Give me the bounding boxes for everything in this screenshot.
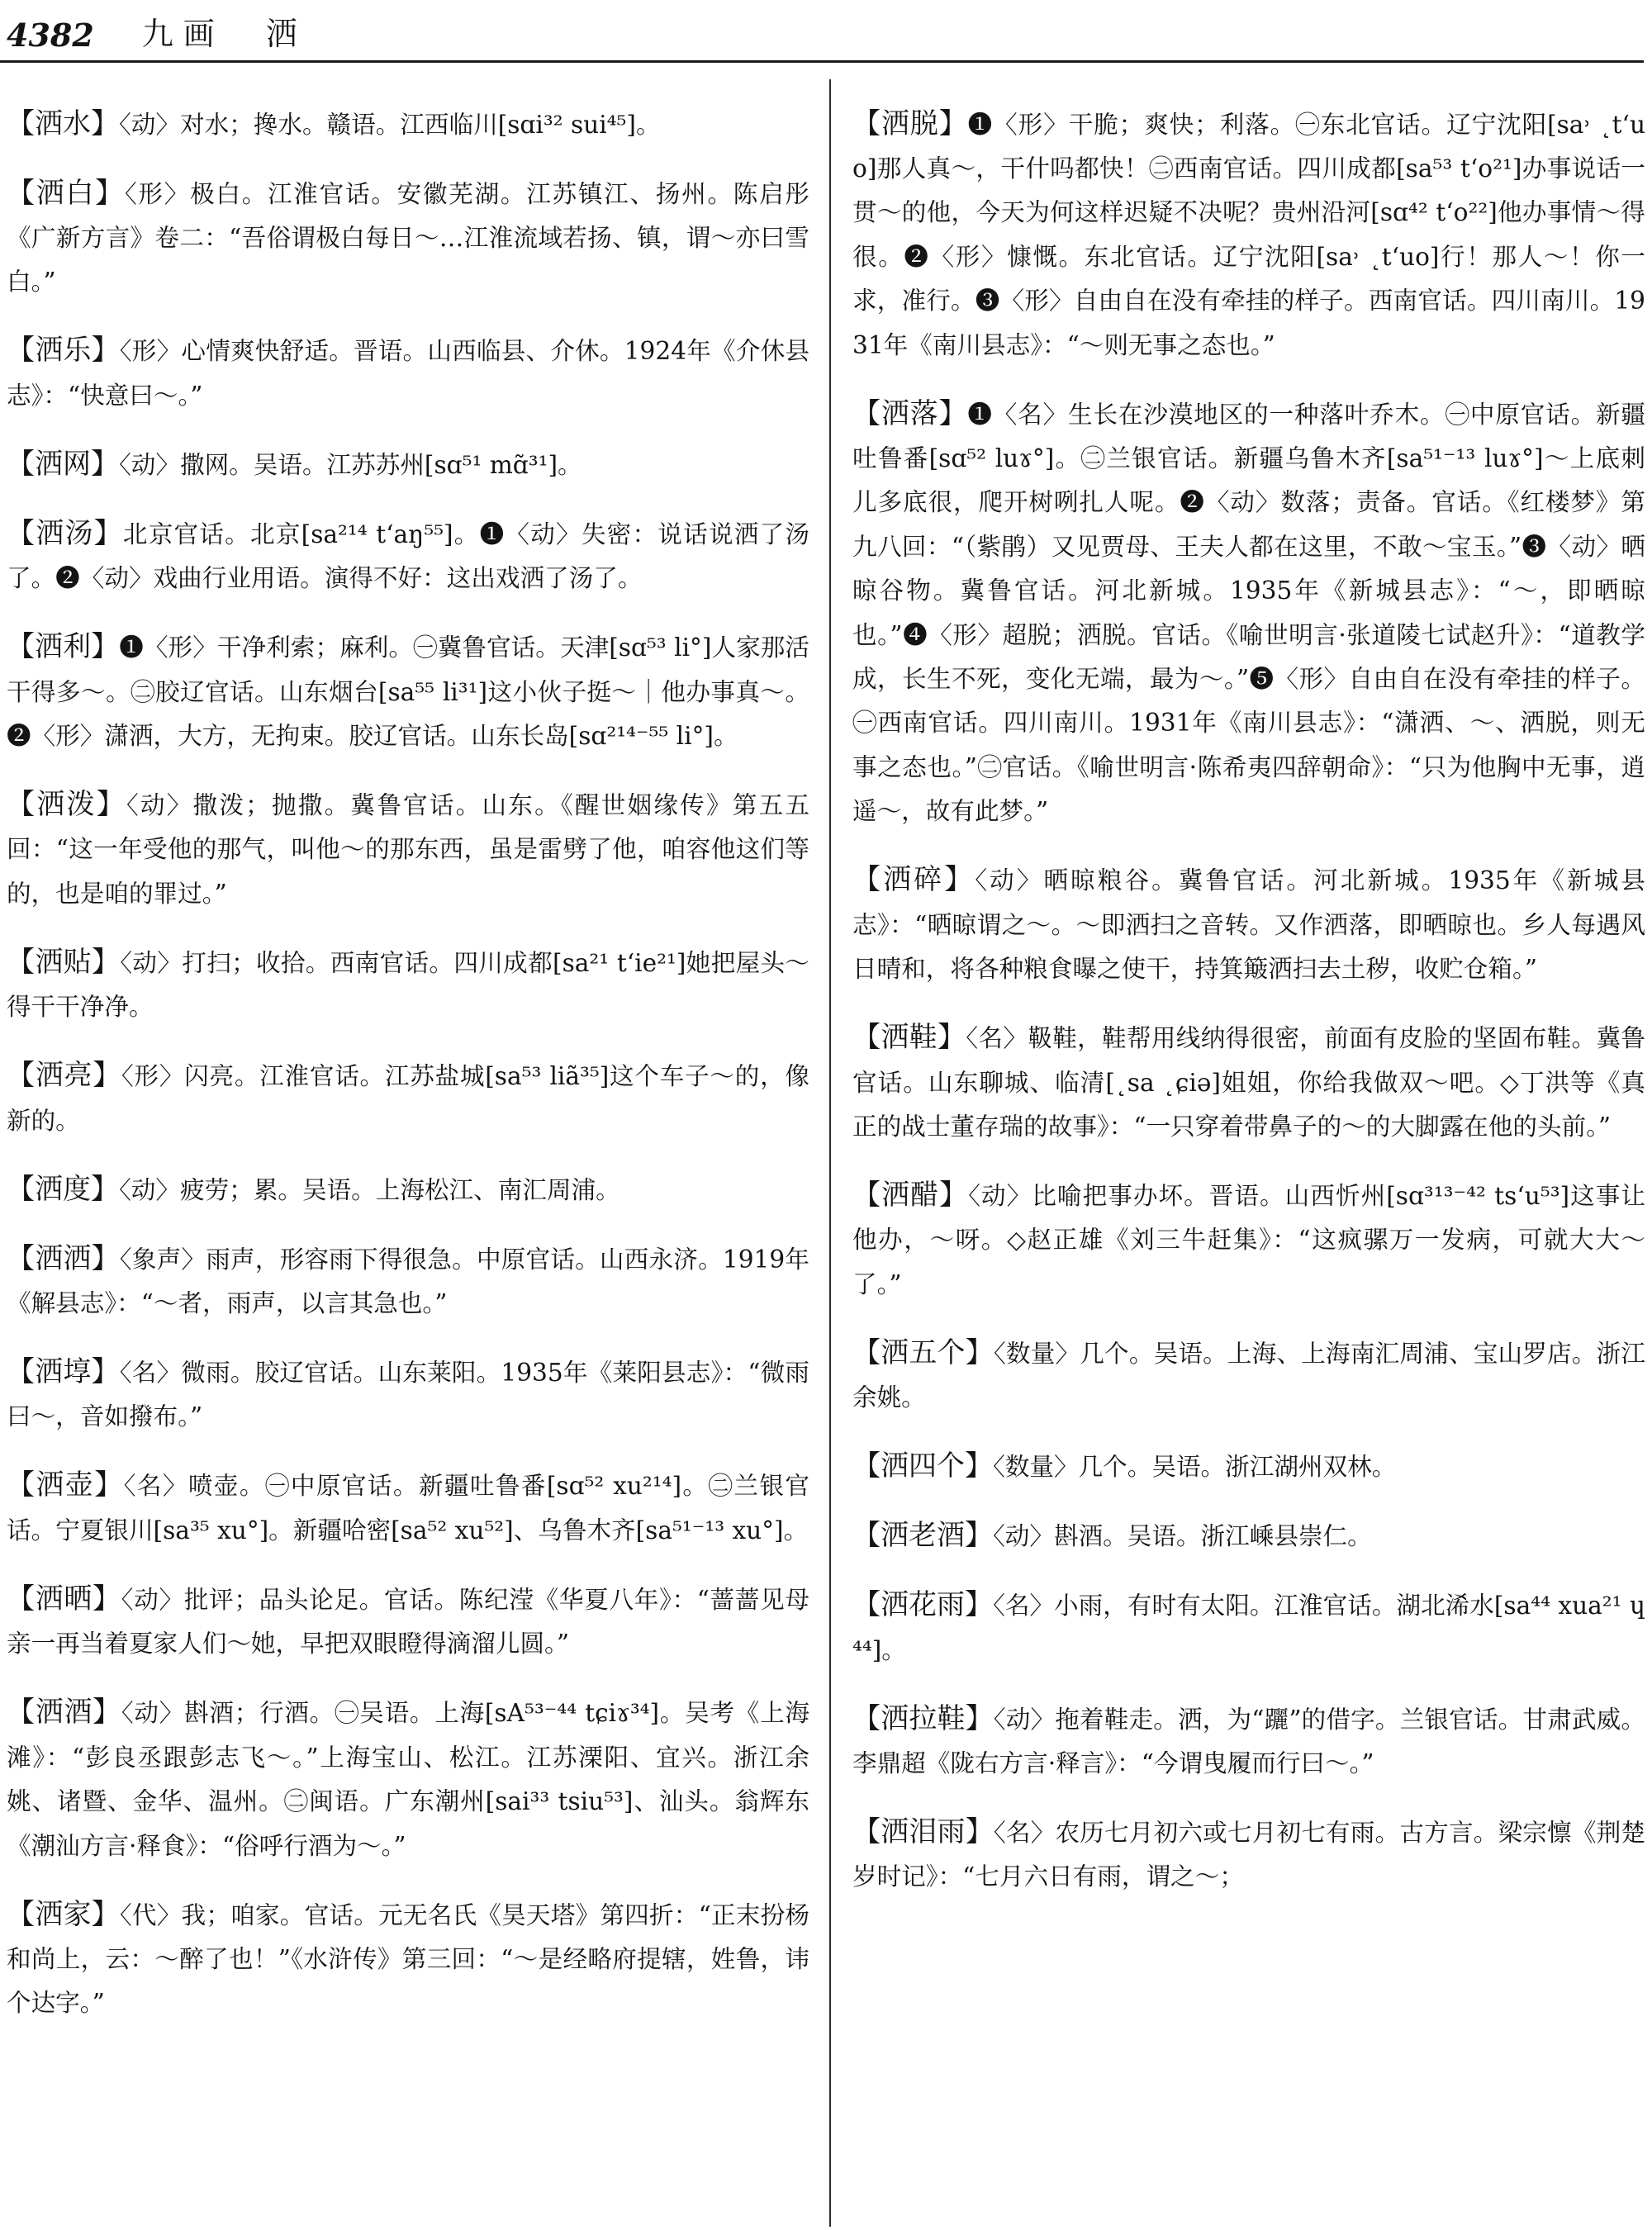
dictionary-entry — [7, 1054, 809, 1143]
dictionary-entry — [7, 1578, 809, 1667]
entry-definition: ❶〈形〉干净利索；麻利。㊀冀鲁官话。天津[sɑ⁵³ li°]人家那活干得多～。㊁胶辽官话。山东烟台[sa⁵⁵ li³¹]这小伙子挺～｜他办事真～。❷〈形〉潇洒，大方，无拘束。胶辽官话。山东长岛[sɑ²¹⁴⁻⁵⁵ li°]。 — [7, 633, 809, 751]
dictionary-entry — [852, 392, 1645, 834]
dictionary-entry — [7, 1168, 809, 1212]
dictionary-entry — [7, 1464, 809, 1553]
dictionary-entry — [852, 1174, 1645, 1307]
entry-headword: 【洒度】 — [7, 1172, 119, 1206]
column-divider — [829, 79, 831, 2227]
entry-headword: 【洒泪雨】 — [852, 1815, 994, 1848]
dictionary-entry — [7, 1691, 809, 1868]
entry-headword: 【洒贴】 — [7, 945, 121, 979]
dictionary-entry — [7, 172, 809, 305]
entry-definition: 〈动〉对水；搀水。赣语。江西临川[sɑi³² sui⁴⁵]。 — [119, 110, 661, 139]
dictionary-entry — [7, 102, 809, 147]
entry-headword: 【洒泼】 — [7, 788, 126, 822]
entry-headword: 【洒晒】 — [7, 1582, 121, 1616]
entry-headword: 【洒埻】 — [7, 1355, 120, 1389]
entry-definition: 〈名〉微雨。胶辽官话。山东莱阳。1935年《莱阳县志》：“微雨曰～，音如撥布。” — [7, 1359, 809, 1431]
entry-headword: 【洒四个】 — [852, 1450, 993, 1483]
entry-definition: 〈名〉小雨，有时有太阳。江淮官话。湖北浠水[sa⁴⁴ xua²¹ ɥ⁴⁴]。 — [852, 1592, 1645, 1664]
dictionary-entry — [852, 1697, 1645, 1786]
entry-headword: 【洒落】 — [852, 396, 968, 430]
entry-definition: 〈数量〉几个。吴语。浙江湖州双林。 — [993, 1453, 1397, 1482]
entry-headword: 【洒亮】 — [7, 1059, 121, 1093]
entry-definition: 〈数量〉几个。吴语。上海、上海南汇周浦、宝山罗店。浙江余姚。 — [852, 1339, 1645, 1412]
entry-definition: 〈形〉闪亮。江淮官话。江苏盐城[sa⁵³ liã³⁵]这个车子～的，像新的。 — [7, 1062, 809, 1135]
dictionary-entry — [7, 941, 809, 1030]
left-column — [7, 78, 809, 2225]
dictionary-entry — [852, 1583, 1645, 1672]
right-column — [852, 78, 1645, 2225]
entry-headword: 【洒拉鞋】 — [852, 1701, 994, 1735]
entry-definition: ❶〈名〉生长在沙漠地区的一种落叶乔木。㊀中原官话。新疆吐鲁番[sɑ⁵² luɤ°]。㊁兰银官话。新疆乌鲁木齐[sa⁵¹⁻¹³ luɤ°]～上底刺儿多底很，爬开树咧扎人呢。❷〈动〉数落；责备。官话。《红楼梦》第九八回：“（紫鹃）又见贾母、王夫人都在这里，不敢～宝玉。”❸〈动〉晒晾谷物。冀鲁官话。河北新城。1935年《新城县志》：“～，即晒晾也。”❹〈形〉超脱；洒脱。官话。《喻世明言·张道陵七试赵升》：“道教学成，长生不死，变化无端，最为～。”❺〈形〉自由自在没有牵挂的样子。㊀西南官话。四川南川。1931年《南川县志》：“潇洒、～、洒脱，则无事之态也。”㊁官话。《喻世明言·陈希夷四辞朝命》：“只为他胸中无事，逍遥～，故有此梦。” — [852, 400, 1645, 826]
entry-definition: 〈名〉喷壶。㊀中原官话。新疆吐鲁番[sɑ⁵² xu²¹⁴]。㊁兰银官话。宁夏银川[sa³⁵ xu°]。新疆哈密[sa⁵² xu⁵²]、乌鲁木齐[sa⁵¹⁻¹³ xu°]。 — [7, 1472, 809, 1544]
dictionary-entry — [852, 1016, 1645, 1149]
entry-definition: 〈代〉我；咱家。官话。元无名氏《昊天塔》第四折：“正末扮杨和尚上，云：～醉了也！”《水浒传》第三回：“～是经略府提辖，姓鲁，讳个达字。” — [7, 1900, 809, 2018]
dictionary-entry — [852, 1810, 1645, 1900]
entry-definition: ❶〈形〉干脆；爽快；利落。㊀东北官话。辽宁沈阳[sa˒ ˛t‘uo]那人真～，干什吗都快！㊁西南官话。四川成都[sa⁵³ t‘o²¹]办事说话一贯～的他，今天为何这样迟疑不决呢？贵州沿河[sɑ⁴² t‘o²²]他办事情～得很。❷〈形〉慷慨。东北官话。辽宁沈阳[sa˒ ˛t‘uo]行！那人～！你一求，准行。❸〈形〉自由自在没有牵挂的样子。西南官话。四川南川。1931年《南川县志》：“～则无事之态也。” — [852, 110, 1645, 359]
entry-definition: 〈动〉打扫；收拾。西南官话。四川成都[sa²¹ t‘ie²¹]她把屋头～得干干净净。 — [7, 948, 809, 1022]
dictionary-entry — [852, 1445, 1645, 1489]
entry-headword: 【洒碎】 — [852, 863, 976, 897]
running-head: 九画 洒 — [141, 16, 307, 52]
entry-headword: 【洒利】 — [7, 630, 120, 664]
entry-definition: 〈象声〉雨声，形容雨下得很急。中原官话。山西永济。1919年《解县志》：“～者，雨声，以言其急也。” — [7, 1245, 809, 1318]
page-header — [0, 12, 1644, 63]
entry-definition: 〈动〉撒泼；抛撒。冀鲁官话。山东。《醒世姻缘传》第五五回：“这一年受他的那气，叫他～的那东西，虽是雷劈了他，咱容他这们等的，也是咱的罪过。” — [7, 791, 809, 908]
entry-headword: 【洒洒】 — [7, 1241, 120, 1275]
entry-definition: 〈名〉农历七月初六或七月初七有雨。古方言。梁宗懔《荆楚岁时记》：“七月六日有雨，谓之～； — [852, 1818, 1645, 1891]
dictionary-entry — [7, 1893, 809, 2026]
entry-headword: 【洒醋】 — [852, 1178, 969, 1212]
dictionary-entry — [852, 1514, 1645, 1559]
entry-definition: 〈动〉斟酒；行酒。㊀吴语。上海[sA⁵³⁻⁴⁴ tɕiɤ³⁴]。吴考《上海滩》：“彭良丞跟彭志飞～。”上海宝山、松江。江苏溧阳、宜兴。浙江余姚、诸暨、金华、温州。㊁闽语。广东潮州[sai³³ tsiu⁵³]、汕头。翁辉东《潮汕方言·释食》：“俗呼行酒为～。” — [7, 1699, 809, 1860]
entry-headword: 【洒五个】 — [852, 1336, 994, 1369]
entry-headword: 【洒酒】 — [7, 1696, 121, 1729]
entry-definition: 〈动〉晒晾粮谷。冀鲁官话。河北新城。1935年《新城县志》：“晒晾谓之～。～即洒扫之音转。又作洒落，即晒晾也。乡人每遇风日晴和，将各种粮食曝之使干，持箕簸洒扫去土秽，收贮仓箱。” — [852, 866, 1645, 984]
entry-headword: 【洒汤】 — [7, 516, 123, 550]
entry-headword: 【洒水】 — [7, 107, 119, 140]
dictionary-entry — [852, 102, 1645, 368]
entry-headword: 【洒花雨】 — [852, 1588, 994, 1622]
entry-headword: 【洒乐】 — [7, 334, 120, 368]
dictionary-entry — [852, 858, 1645, 991]
entry-headword: 【洒老酒】 — [852, 1519, 993, 1553]
dictionary-entry — [7, 512, 809, 601]
entry-definition: 〈动〉撒网。吴语。江苏苏州[sɑ⁵¹ mɑ̃³¹]。 — [119, 450, 582, 479]
dictionary-entry — [7, 1350, 809, 1440]
dictionary-entry — [7, 625, 809, 758]
entry-definition: 〈动〉疲劳；累。吴语。上海松江、南汇周浦。 — [119, 1175, 620, 1204]
dictionary-entry — [7, 443, 809, 487]
entry-definition: 北京官话。北京[sa²¹⁴ t‘aŋ⁵⁵]。❶〈动〉失密：说话说洒了汤了。❷〈动〉戏曲行业用语。演得不好：这出戏洒了汤了。 — [7, 520, 809, 593]
entry-definition: 〈动〉斟酒。吴语。浙江嵊县崇仁。 — [993, 1522, 1372, 1551]
entry-definition: 〈形〉心情爽快舒适。晋语。山西临县、介休。1924年《介休县志》：“快意曰～。” — [7, 337, 809, 410]
entry-headword: 【洒鞋】 — [852, 1021, 966, 1055]
entry-headword: 【洒白】 — [7, 176, 125, 210]
entry-definition: 〈形〉极白。江淮官话。安徽芜湖。江苏镇江、扬州。陈启彤《广新方言》卷二：“吾俗谓极白每日～…江淮流域若扬、镇，谓～亦曰雪白。” — [7, 179, 809, 297]
entry-definition: 〈动〉批评；品头论足。官话。陈纪滢《华夏八年》：“蔷蔷见母亲一再当着夏家人们～她，早把双眼瞪得滴溜儿圆。” — [7, 1585, 809, 1658]
dictionary-entry — [7, 329, 809, 418]
entry-headword: 【洒网】 — [7, 447, 119, 481]
entry-definition: 〈名〉靸鞋，鞋帮用线纳得很密，前面有皮脸的坚固布鞋。冀鲁官话。山东聊城、临清[˛sa ˛ɕiə]姐姐，你给我做双～吧。◇丁洪等《真正的战士董存瑞的故事》：“一只穿着带鼻子的～的大脚露在他的头前。” — [852, 1024, 1645, 1141]
entry-definition: 〈动〉拖着鞋走。洒，为“躧”的借字。兰银官话。甘肃武威。李鼎超《陇右方言·释言》：“今谓曳履而行曰～。” — [852, 1705, 1645, 1777]
entry-headword: 【洒家】 — [7, 1897, 120, 1931]
entry-headword: 【洒脱】 — [852, 107, 968, 140]
dictionary-entry — [852, 1331, 1645, 1421]
entry-headword: 【洒壶】 — [7, 1468, 124, 1502]
dictionary-entry — [7, 783, 809, 916]
dictionary-entry — [7, 1237, 809, 1326]
page-number: 4382 — [7, 17, 94, 54]
entry-definition: 〈动〉比喻把事办坏。晋语。山西忻州[sɑ³¹³⁻⁴² ts‘u⁵³]这事让他办，～呀。◇赵正雄《刘三牛赶集》：“这疯骡万一发病，可就大大～了。” — [852, 1181, 1645, 1298]
